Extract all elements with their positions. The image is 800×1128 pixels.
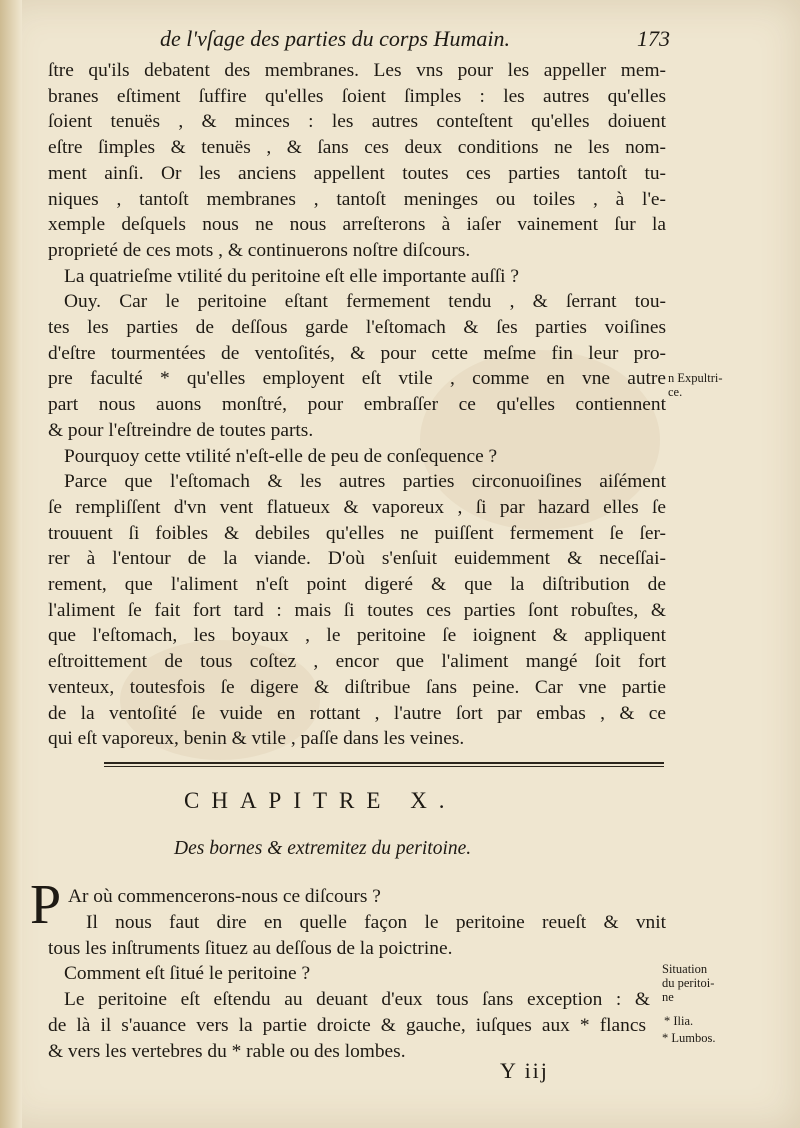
text-line: eſtre ſimples & tenuës , & ſans ces deux conditions ne les nom- <box>48 137 666 159</box>
paragraph <box>48 910 666 961</box>
question <box>48 444 666 470</box>
text-line: proprieté de ces mots , & continuerons noſtre diſcours. <box>48 239 471 261</box>
text-line: pre faculté * qu'elles employent eſt vtile , comme en vne autre <box>48 368 666 390</box>
text-line: ment ainſi. Or les anciens appellent toutes ces parties tantoſt tu- <box>48 162 666 184</box>
text-line: de là il s'auance vers la partie droicte & gauche, iuſques aux * flancs <box>48 1014 646 1036</box>
text-line: Ouy. Car le peritoine eſtant fermement tendu , & ſerrant tou- <box>64 291 666 313</box>
margin-note-line: ce. <box>668 385 683 399</box>
running-title: de l'vſage des parties du corps Humain. <box>160 26 510 51</box>
body-text-bottom <box>68 884 666 910</box>
body-text-bottom-continued <box>48 910 666 1064</box>
text-line: branes eſtiment ſuffire qu'elles ſoient ſimples : les autres qu'elles <box>48 85 666 107</box>
text-line: & pour l'eſtreindre de toutes parts. <box>48 419 314 441</box>
text-line: rement, que l'aliment n'eſt point digeré & que la diſtribution de <box>48 574 666 596</box>
text-line: part nous auons monſtré, pour embraſſer ce qu'elles contiennent <box>48 394 666 416</box>
question <box>48 264 666 290</box>
text-line: ſtre qu'ils debatent des membranes. Les vns pour les appeller mem- <box>48 60 666 81</box>
signature-mark: Y iij <box>500 1058 549 1083</box>
question <box>48 961 666 987</box>
rule-thin <box>104 766 664 767</box>
text-line: de la ventoſité ſe vuide en rottant , l'autre ſort par embas , & ce <box>48 702 666 724</box>
text-line: xemple deſquels nous ne nous arreſterons à iaſer vainement ſur la <box>48 214 666 236</box>
text-line: ſe rempliſſent d'vn vent flatueux & vaporeux , ſi par hazard elles ſe <box>48 496 666 518</box>
margin-note-line: Situation <box>662 962 708 976</box>
running-head <box>160 26 670 52</box>
text-line: rer à l'entour de la viande. D'où s'enſuit euidemment & neceſſai- <box>48 548 666 570</box>
text-line: l'aliment ſe fait fort tard : mais ſi toutes ces parties ſont robuſtes, & <box>48 599 666 621</box>
text-line: que l'eſtomach, les boyaux , le peritoine ſe ioignent & appliquent <box>48 625 666 647</box>
paragraph <box>48 289 666 443</box>
text-line: Comment eſt ſitué le peritoine ? <box>64 963 311 985</box>
text-line: qui eſt vaporeux, benin & vtile , paſſe dans les veines. <box>48 728 465 750</box>
paragraph <box>68 884 666 910</box>
text-line: tes les parties de deſſous garde l'eſtomach & ſes parties voiſines <box>48 317 666 339</box>
text-line: Pourquoy cette vtilité n'eſt-elle de peu de conſequence ? <box>64 445 498 467</box>
paragraph <box>48 987 666 1064</box>
margin-note-line: * Ilia. <box>664 1014 694 1028</box>
margin-note-line: n Expultri- <box>668 371 723 385</box>
margin-note-line: * Lumbos. <box>662 1031 716 1045</box>
text-line: Il nous faut dire en quelle façon le peritoine reueſt & vnit <box>86 912 666 933</box>
page-number: 173 <box>637 26 670 51</box>
text-line: & vers les vertebres du * rable ou des lombes. <box>48 1040 406 1062</box>
margin-note-lumbos <box>662 1031 715 1045</box>
text-line: Parce que l'eſtomach & les autres parties circonuoiſines aiſément <box>64 471 666 493</box>
chapter-subtitle: Des bornes & extremitez du peritoine. <box>174 838 472 859</box>
text-line: trouuent ſi foibles & debiles qu'elles ne puiſſent fermement ſe ſer- <box>48 522 666 544</box>
text-line: niques , tantoſt membranes , tantoſt meninges ou toiles , à l'e- <box>48 188 666 210</box>
section-rule <box>104 762 664 767</box>
margin-note-situation <box>662 962 714 1004</box>
text-line: ſoient tenuës , & minces : les autres conteſtent qu'elles doiuent <box>48 111 666 133</box>
page-binding-edge <box>0 0 22 1128</box>
margin-note-line: du peritoi- <box>662 976 715 990</box>
text-line: Le peritoine eſt eſtendu au deuant d'eux tous ſans exception : & <box>64 989 650 1011</box>
chapter-title: CHAPITRE X. <box>184 788 457 813</box>
rule-thick <box>104 762 664 764</box>
text-line: tous les inſtruments ſituez au deſſous de la poictrine. <box>48 937 453 959</box>
text-line: La quatrieſme vtilité du peritoine eſt elle importante auſſi ? <box>64 265 519 287</box>
text-line: venteux, toutesfois ſe digere & diſtribue ſans peine. Car vne partie <box>48 676 666 698</box>
margin-note-line: ne <box>662 990 674 1004</box>
margin-note-expultrice <box>668 371 723 399</box>
margin-note-ilia <box>664 1014 693 1028</box>
paragraph <box>48 58 666 264</box>
text-line: d'eſtre tourmentées de ventoſités, & pour cette meſme fin leur pro- <box>48 342 666 364</box>
text-line: eſtroittement de tous coſtez , encor que l'aliment mangé ſoit fort <box>48 651 666 673</box>
paragraph <box>48 469 666 752</box>
drop-cap: P <box>30 874 62 936</box>
body-text-top <box>48 58 666 752</box>
text-line: Ar où commencerons-nous ce diſcours ? <box>68 886 381 907</box>
